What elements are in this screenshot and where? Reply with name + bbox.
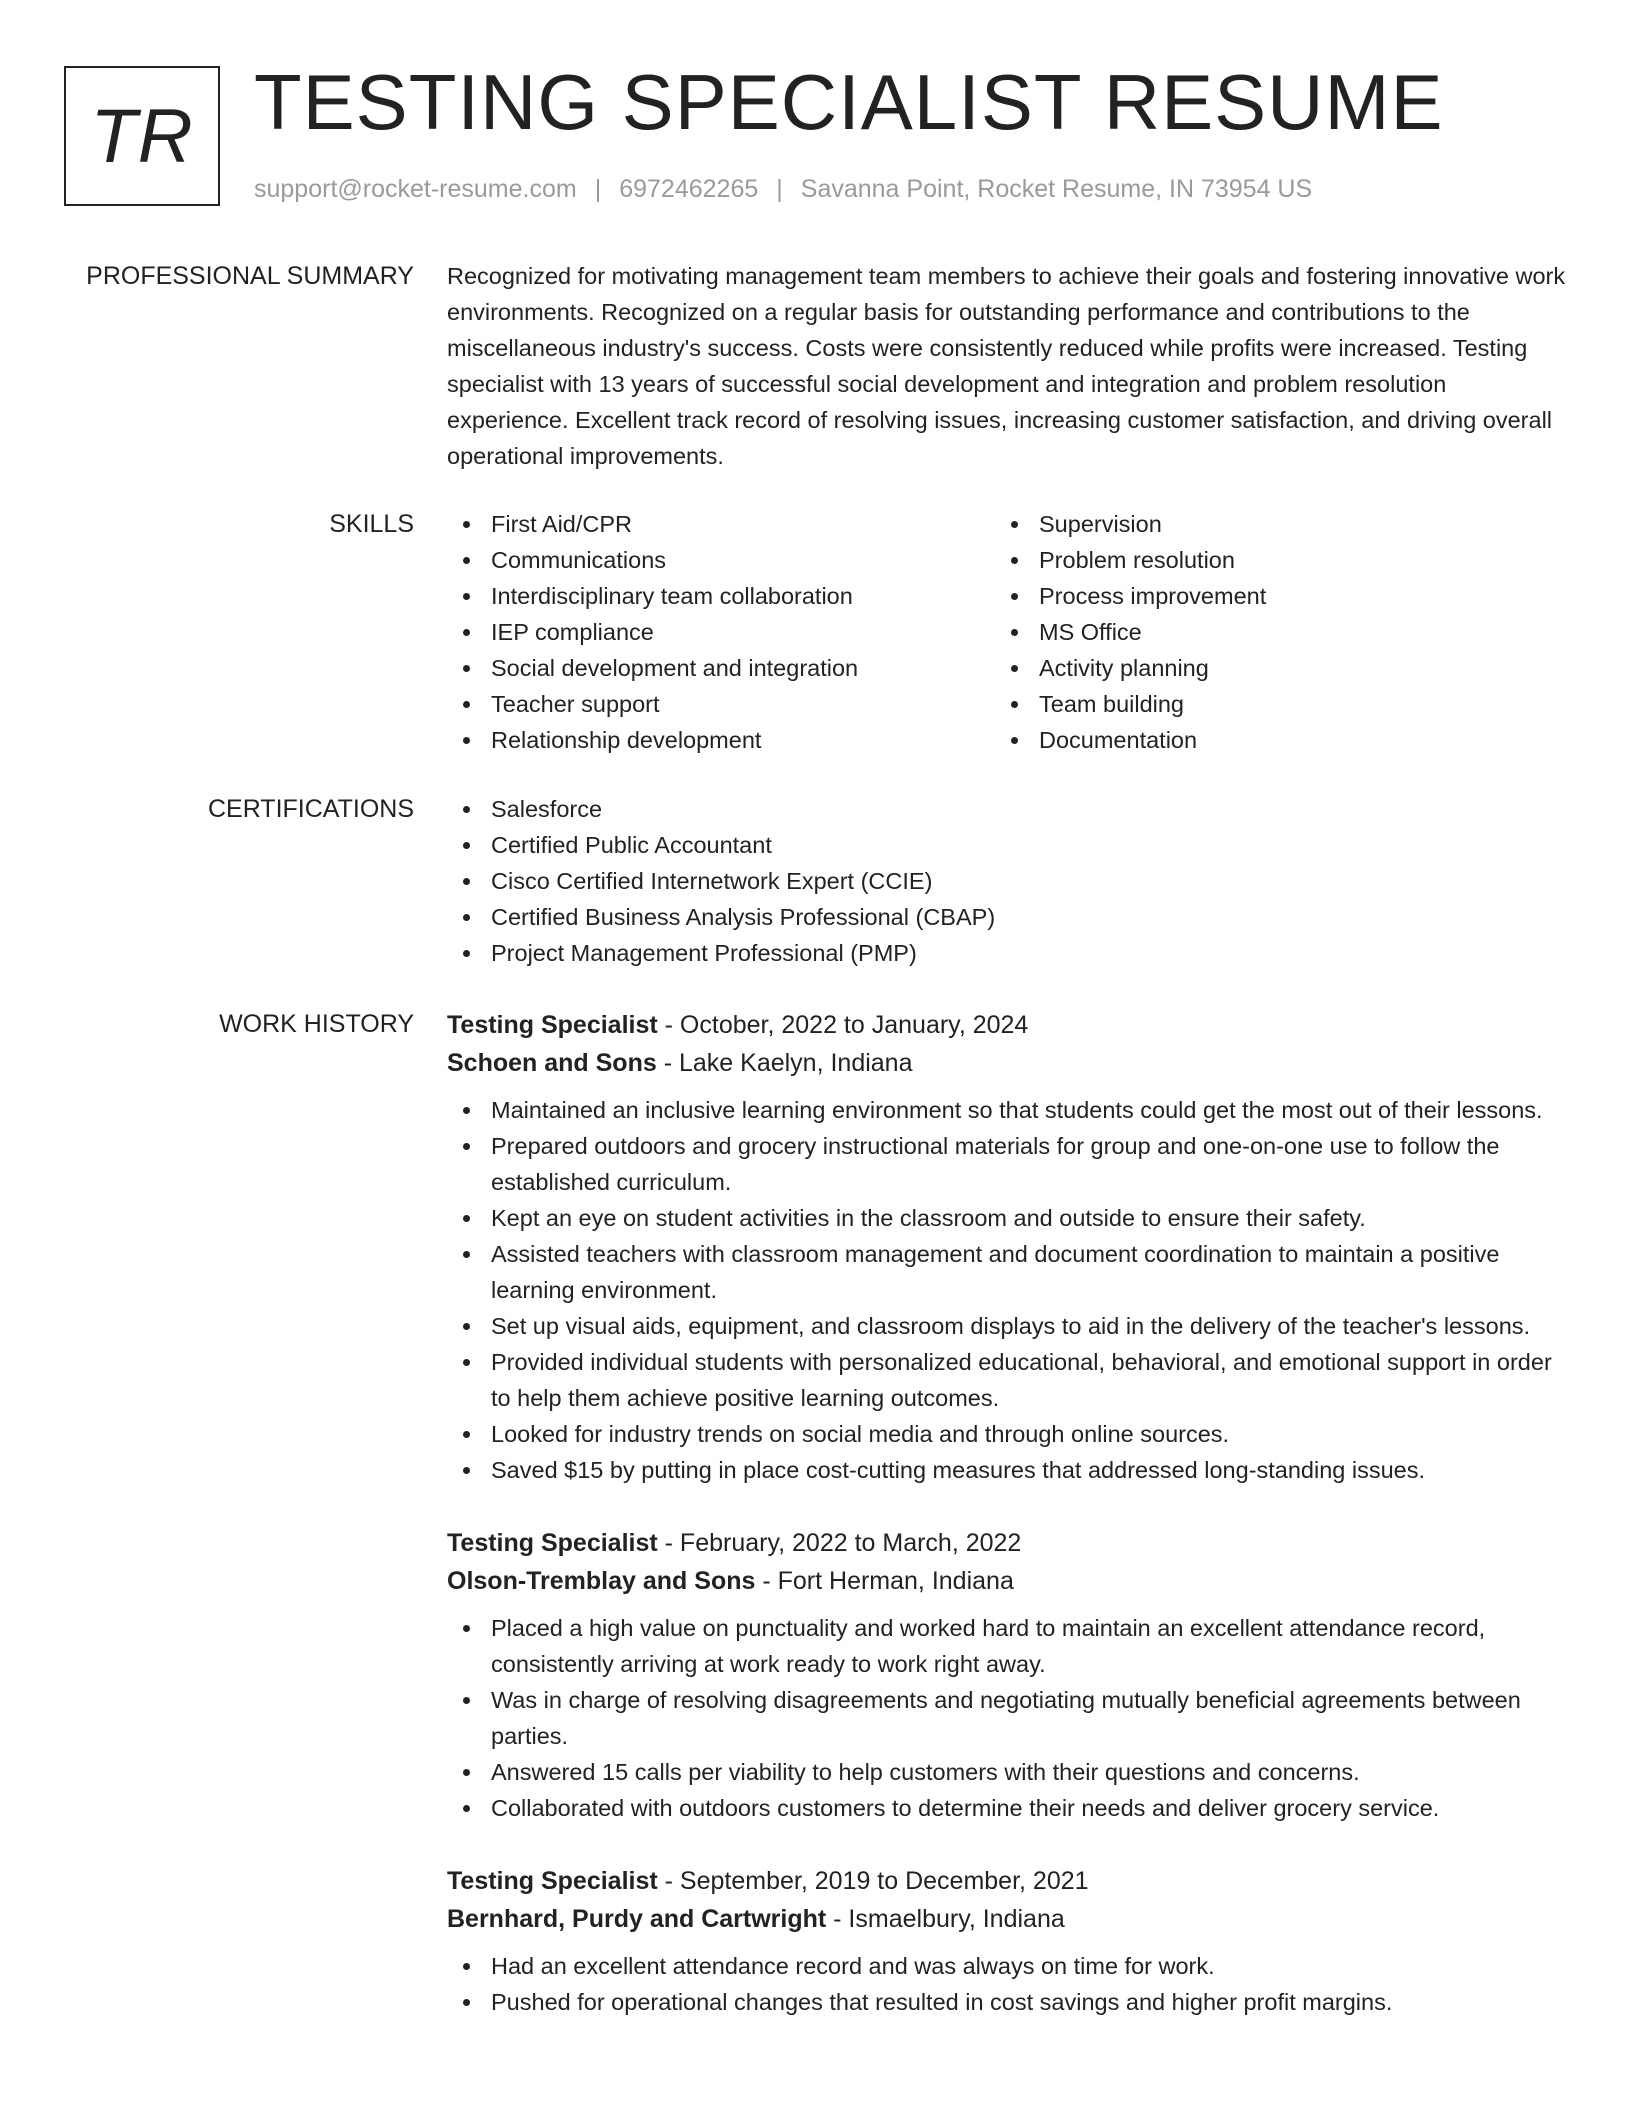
job-company-line [447,1562,1567,1600]
job-location: - Ismaelbury, Indiana [826,1905,1065,1933]
list-item: First Aid/CPR [447,506,995,542]
job-dates: - October, 2022 to January, 2024 [657,1011,1029,1039]
list-item: Social development and integration [447,650,995,686]
skills-list-right [995,506,1543,758]
list-item: Activity planning [995,650,1543,686]
job-location: - Lake Kaelyn, Indiana [656,1049,913,1077]
list-item: Project Management Professional (PMP) [447,935,1567,971]
job-title: Testing Specialist [447,1867,658,1895]
list-item: Communications [447,542,995,578]
resume-title: TESTING SPECIALIST RESUME [254,58,1444,146]
contact-address: Savanna Point, Rocket Resume, IN 73954 US [800,175,1313,203]
summary-text: Recognized for motivating management team members to achieve their goals and fostering innovative work environments. Recognized on a regular basis for outstanding performance and contributions to the miscellaneous industry's success. Costs were consistently reduced while profits were increased. Testing specialist with 13 years of successful social development and integration and problem resolution experience. Excellent track record of resolving issues, increasing customer satisfaction, and driving overall operational improvements. [447,263,1566,469]
list-item: Placed a high value on punctuality and worked hard to maintain an excellent attendance record, consistently arriving at work ready to work right away. [447,1610,1567,1682]
job-title: Testing Specialist [447,1011,658,1039]
skills-list-left [447,506,995,758]
job-company: Olson-Tremblay and Sons [447,1567,756,1595]
list-item: Relationship development [447,722,995,758]
list-item: MS Office [995,614,1543,650]
list-item: Process improvement [995,578,1543,614]
list-item: Collaborated with outdoors customers to determine their needs and deliver grocery service. [447,1790,1567,1826]
job-duties-list [447,1610,1567,1826]
list-item: Assisted teachers with classroom management and document coordination to maintain a positive learning environment. [447,1236,1567,1308]
list-item: Had an excellent attendance record and was always on time for work. [447,1948,1567,1984]
list-item: Teacher support [447,686,995,722]
list-item: Supervision [995,506,1543,542]
job-duties-list [447,1948,1567,2020]
job-company: Schoen and Sons [447,1049,657,1077]
list-item: Certified Public Accountant [447,827,1567,863]
list-item: Certified Business Analysis Professional (CBAP) [447,899,1567,935]
list-item: IEP compliance [447,614,995,650]
list-item: Team building [995,686,1543,722]
contact-phone: 6972462265 [619,175,759,203]
list-item: Prepared outdoors and grocery instructional materials for group and one-on-one use to follow the established curriculum. [447,1128,1567,1200]
work-history-body [447,1006,1567,2056]
job-title-line [447,1862,1567,1900]
list-item: Interdisciplinary team collaboration [447,578,995,614]
list-item: Provided individual students with personalized educational, behavioral, and emotional support in order to help them achieve positive learning outcomes. [447,1344,1567,1416]
list-item: Salesforce [447,791,1567,827]
list-item: Was in charge of resolving disagreements and negotiating mutually beneficial agreements between parties. [447,1682,1567,1754]
section-label: PROFESSIONAL SUMMARY [86,262,414,290]
job-duties-list [447,1092,1567,1488]
job-entry [447,1524,1567,1826]
job-company-line [447,1044,1567,1082]
list-item: Maintained an inclusive learning environment so that students could get the most out of their lessons. [447,1092,1567,1128]
job-company-line [447,1900,1567,1938]
contact-separator: | [776,175,783,203]
contact-line [254,172,1312,207]
section-label: SKILLS [329,510,414,538]
list-item: Documentation [995,722,1543,758]
job-entry [447,1862,1567,2020]
job-title-line [447,1006,1567,1044]
job-entry [447,1006,1567,1488]
list-item: Saved $15 by putting in place cost-cutting measures that addressed long-standing issues. [447,1452,1567,1488]
section-label: CERTIFICATIONS [207,795,414,823]
job-title-line [447,1524,1567,1562]
job-dates: - February, 2022 to March, 2022 [657,1529,1022,1557]
contact-separator: | [594,175,602,203]
monogram-logo: TR [64,66,220,206]
job-location: - Fort Herman, Indiana [755,1567,1014,1595]
job-dates: - September, 2019 to December, 2021 [657,1867,1089,1895]
list-item: Answered 15 calls per viability to help customers with their questions and concerns. [447,1754,1567,1790]
certifications-list [447,791,1567,971]
summary-body [447,258,1567,474]
job-company: Bernhard, Purdy and Cartwright [447,1905,827,1933]
list-item: Cisco Certified Internetwork Expert (CCIE) [447,863,1567,899]
list-item: Set up visual aids, equipment, and classroom displays to aid in the delivery of the teacher's lessons. [447,1308,1567,1344]
job-title: Testing Specialist [447,1529,658,1557]
list-item: Problem resolution [995,542,1543,578]
section-label: WORK HISTORY [219,1010,414,1038]
list-item: Pushed for operational changes that resulted in cost savings and higher profit margins. [447,1984,1567,2020]
skills-body [447,506,1567,758]
list-item: Kept an eye on student activities in the classroom and outside to ensure their safety. [447,1200,1567,1236]
contact-email: support@rocket-resume.com [254,175,577,203]
certifications-body [447,791,1567,971]
list-item: Looked for industry trends on social media and through online sources. [447,1416,1567,1452]
